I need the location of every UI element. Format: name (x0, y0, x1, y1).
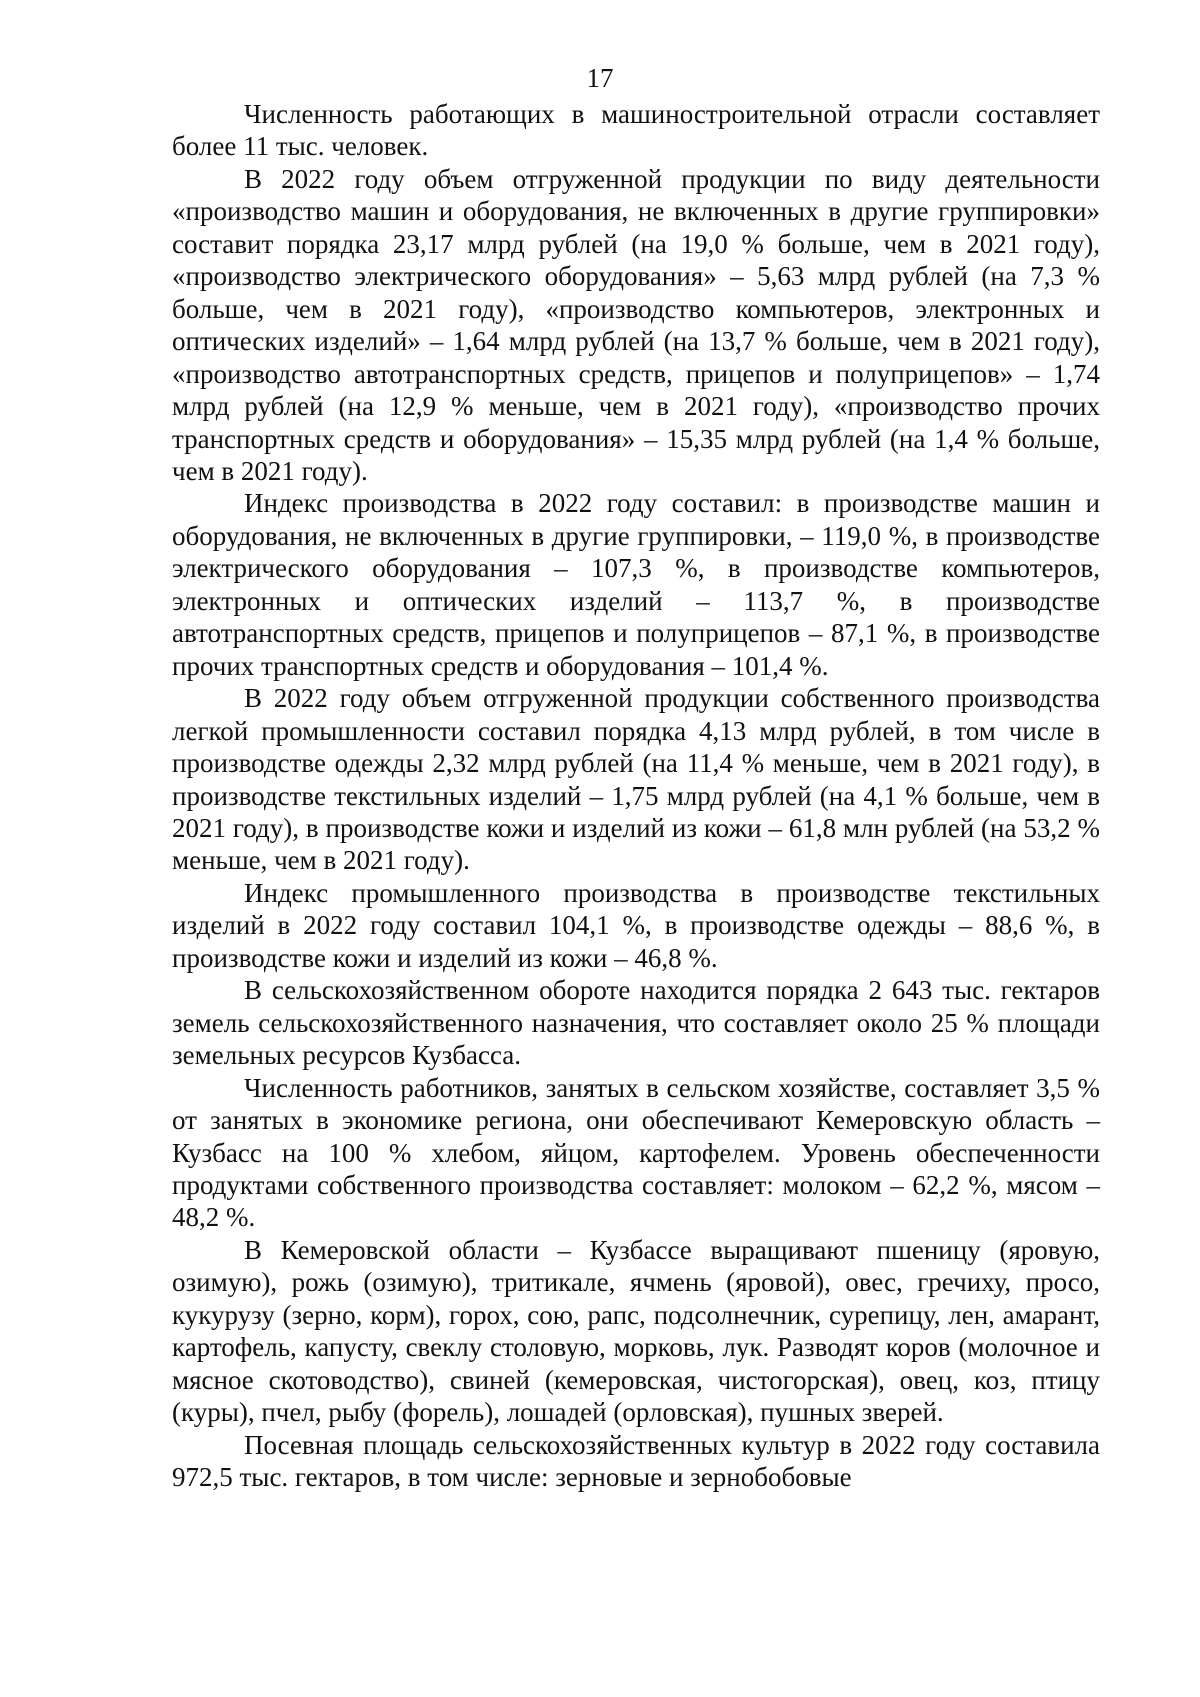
paragraph-agricultural-land: В сельскохозяйственном обороте находится порядка 2 643 тыс. гектаров земель сельскохозяйственного назначения, что составляет около 25 % площади земельных ресурсов Кузбасса. (172, 975, 1100, 1071)
paragraph-agriculture-workers: Численность работников, занятых в сельском хозяйстве, составляет 3,5 % от занятых в экономике региона, они обеспечивают Кемеровскую область – Кузбасс на 100 % хлебом, яйцом, картофелем. Уровень обеспеченности продуктами собственного производства составляет: молоком – 62,2 %, мясом – 48,2 %. (172, 1072, 1100, 1233)
paragraph-production-index: Индекс производства в 2022 году составил: в производстве машин и оборудования, не включенных в другие группировки, – 119,0 %, в производстве электрического оборудования – 107,3 %, в производстве компьютеров, электронных и оптических изделий – 113,7 %, в производстве автотранспортных средств, прицепов и полуприцепов – 87,1 %, в производстве прочих транспортных средств и оборудования – 101,4 %. (172, 488, 1100, 681)
paragraph-crops-and-livestock: В Кемеровской области – Кузбассе выращивают пшеницу (яровую, озимую), рожь (озимую), тритикале, ячмень (яровой), овес, гречиху, просо, кукурузу (зерно, корм), горох, сою, рапс, подсолнечник, сурепицу, лен, амарант, картофель, капусту, свеклу столовую, морковь, лук. Разводят коров (молочное и мясное скотоводство), свиней (кемеровская, чистогорская), овец, коз, птицу (куры), пчел, рыбу (форель), лошадей (орловская), пушных зверей. (172, 1234, 1100, 1428)
paragraph-machine-building-employment: Численность работающих в машиностроительной отрасли составляет более 11 тыс. человек. (172, 99, 1100, 162)
paragraph-shipped-products-2022: В 2022 году объем отгруженной продукции по виду деятельности «производство машин и оборудования, не включенных в другие группировки» составит порядка 23,17 млрд рублей (на 19,0 % больше, чем в 2021 году), «производство электрического оборудования» – 5,63 млрд рублей (на 7,3 % больше, чем в 2021 году), «производство компьютеров, электронных и оптических изделий» – 1,64 млрд рублей (на 13,7 % больше, чем в 2021 году), «производство автотранспортных средств, прицепов и полуприцепов» – 1,74 млрд рублей (на 12,9 % меньше, чем в 2021 году), «производство прочих транспортных средств и оборудования» – 15,35 млрд рублей (на 1,4 % больше, чем в 2021 году). (172, 163, 1100, 486)
paragraph-sown-area: Посевная площадь сельскохозяйственных культур в 2022 году составила 972,5 тыс. гектаров, в том числе: зерновые и зернобобовые (172, 1429, 1100, 1493)
paragraph-light-industry-index: Индекс промышленного производства в производстве текстильных изделий в 2022 году составил 104,1 %, в производстве одежды – 88,6 %, в производстве кожи и изделий из кожи – 46,8 %. (172, 877, 1100, 973)
document-body (172, 98, 1100, 1493)
paragraph-light-industry: В 2022 году объем отгруженной продукции собственного производства легкой промышленности составил порядка 4,13 млрд рублей, в том числе в производстве одежды 2,32 млрд рублей (на 11,4 % меньше, чем в 2021 году), в производстве текстильных изделий – 1,75 млрд рублей (на 4,1 % больше, чем в 2021 году), в производстве кожи и изделий из кожи – 61,8 млн рублей (на 53,2 % меньше, чем в 2021 году). (172, 683, 1100, 876)
page-number: 17 (586, 63, 614, 93)
